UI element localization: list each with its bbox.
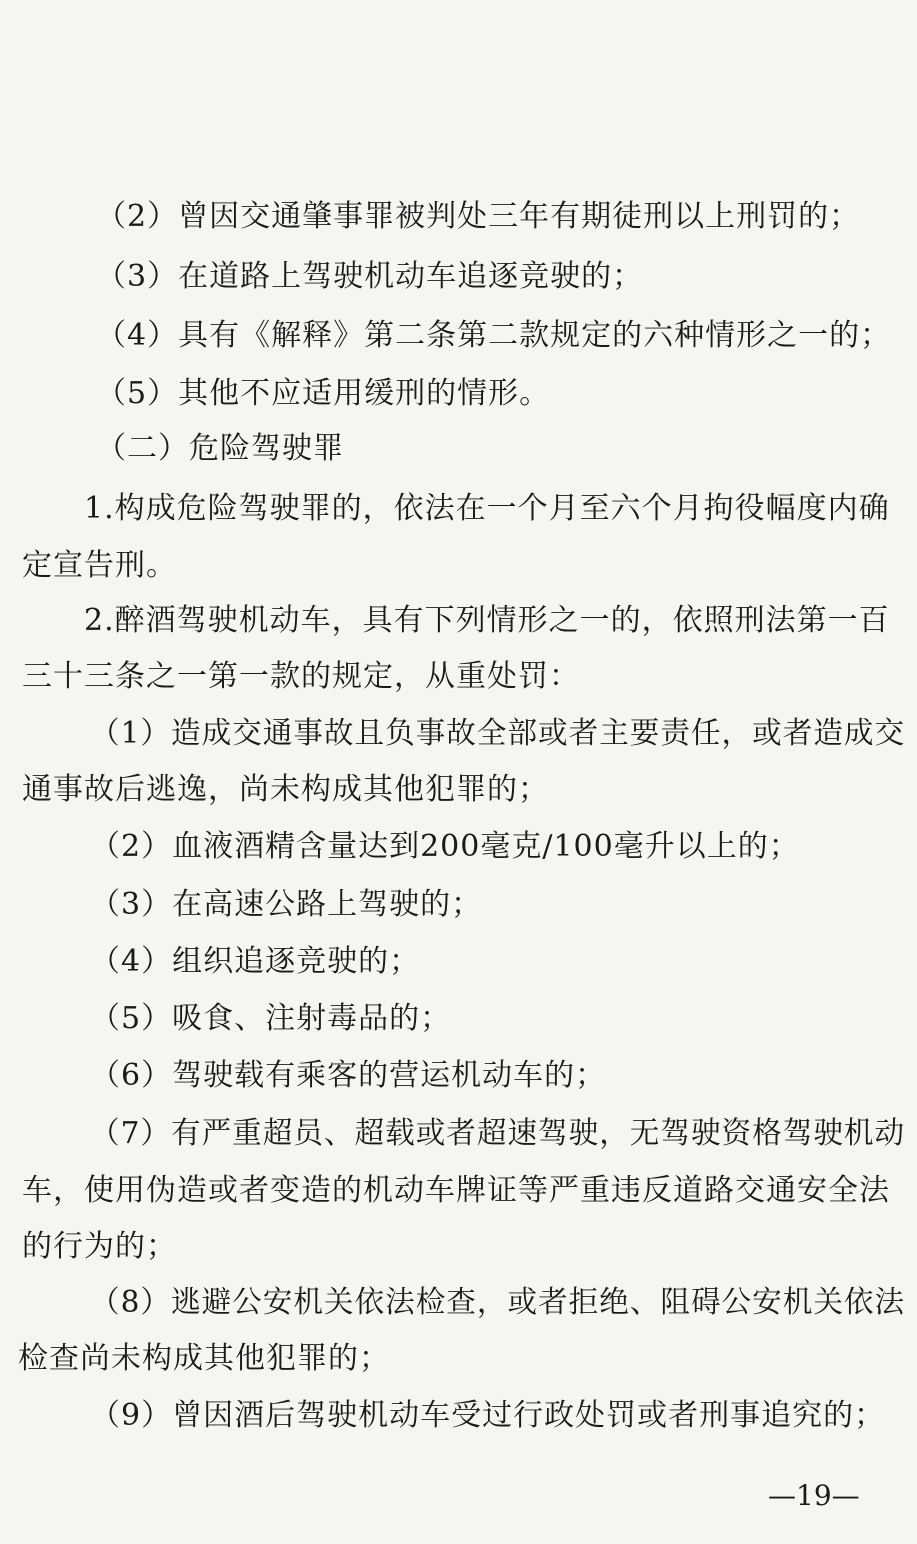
text-line: 的行为的； <box>22 1229 177 1264</box>
text-line: （6）驾驶载有乘客的营运机动车的； <box>90 1058 607 1093</box>
text-line: （1）造成交通事故且负事故全部或者主要责任，或者造成交 <box>90 716 906 751</box>
text-line: 通事故后逃逸，尚未构成其他犯罪的； <box>22 772 549 807</box>
text-line: （7）有严重超员、超载或者超速驾驶，无驾驶资格驾驶机动 <box>90 1116 906 1151</box>
text-line: 1.构成危险驾驶罪的，依法在一个月至六个月拘役幅度内确 <box>84 491 890 526</box>
page-number: —19— <box>768 1479 860 1512</box>
text-line: 三十三条之一第一款的规定，从重处罚： <box>22 659 580 694</box>
text-line: （2）曾因交通肇事罪被判处三年有期徒刑以上刑罚的； <box>96 199 861 234</box>
section-heading: （二）危险驾驶罪 <box>96 431 344 466</box>
text-line: （3）在道路上驾驶机动车追逐竞驶的； <box>96 259 644 294</box>
text-line: （5）其他不应适用缓刑的情形。 <box>96 376 551 411</box>
text-line: 检查尚未构成其他犯罪的； <box>18 1341 390 1376</box>
text-line: 2.醉酒驾驶机动车，具有下列情形之一的，依照刑法第一百 <box>84 603 890 638</box>
text-line: （5）吸食、注射毒品的； <box>90 1001 452 1036</box>
text-line: （4）具有《解释》第二条第二款规定的六种情形之一的； <box>96 318 892 353</box>
text-line: （3）在高速公路上驾驶的； <box>90 887 483 922</box>
text-line: 车，使用伪造或者变造的机动车牌证等严重违反道路交通安全法 <box>22 1173 890 1208</box>
text-line: （2）血液酒精含量达到200毫克/100毫升以上的； <box>90 829 800 864</box>
text-line: （8）逃避公安机关依法检查，或者拒绝、阻碍公安机关依法 <box>90 1285 906 1320</box>
text-line: （9）曾因酒后驾驶机动车受过行政处罚或者刑事追究的； <box>90 1398 886 1433</box>
text-line: 定宣告刑。 <box>22 548 177 583</box>
text-line: （4）组织追逐竞驶的； <box>90 944 421 979</box>
